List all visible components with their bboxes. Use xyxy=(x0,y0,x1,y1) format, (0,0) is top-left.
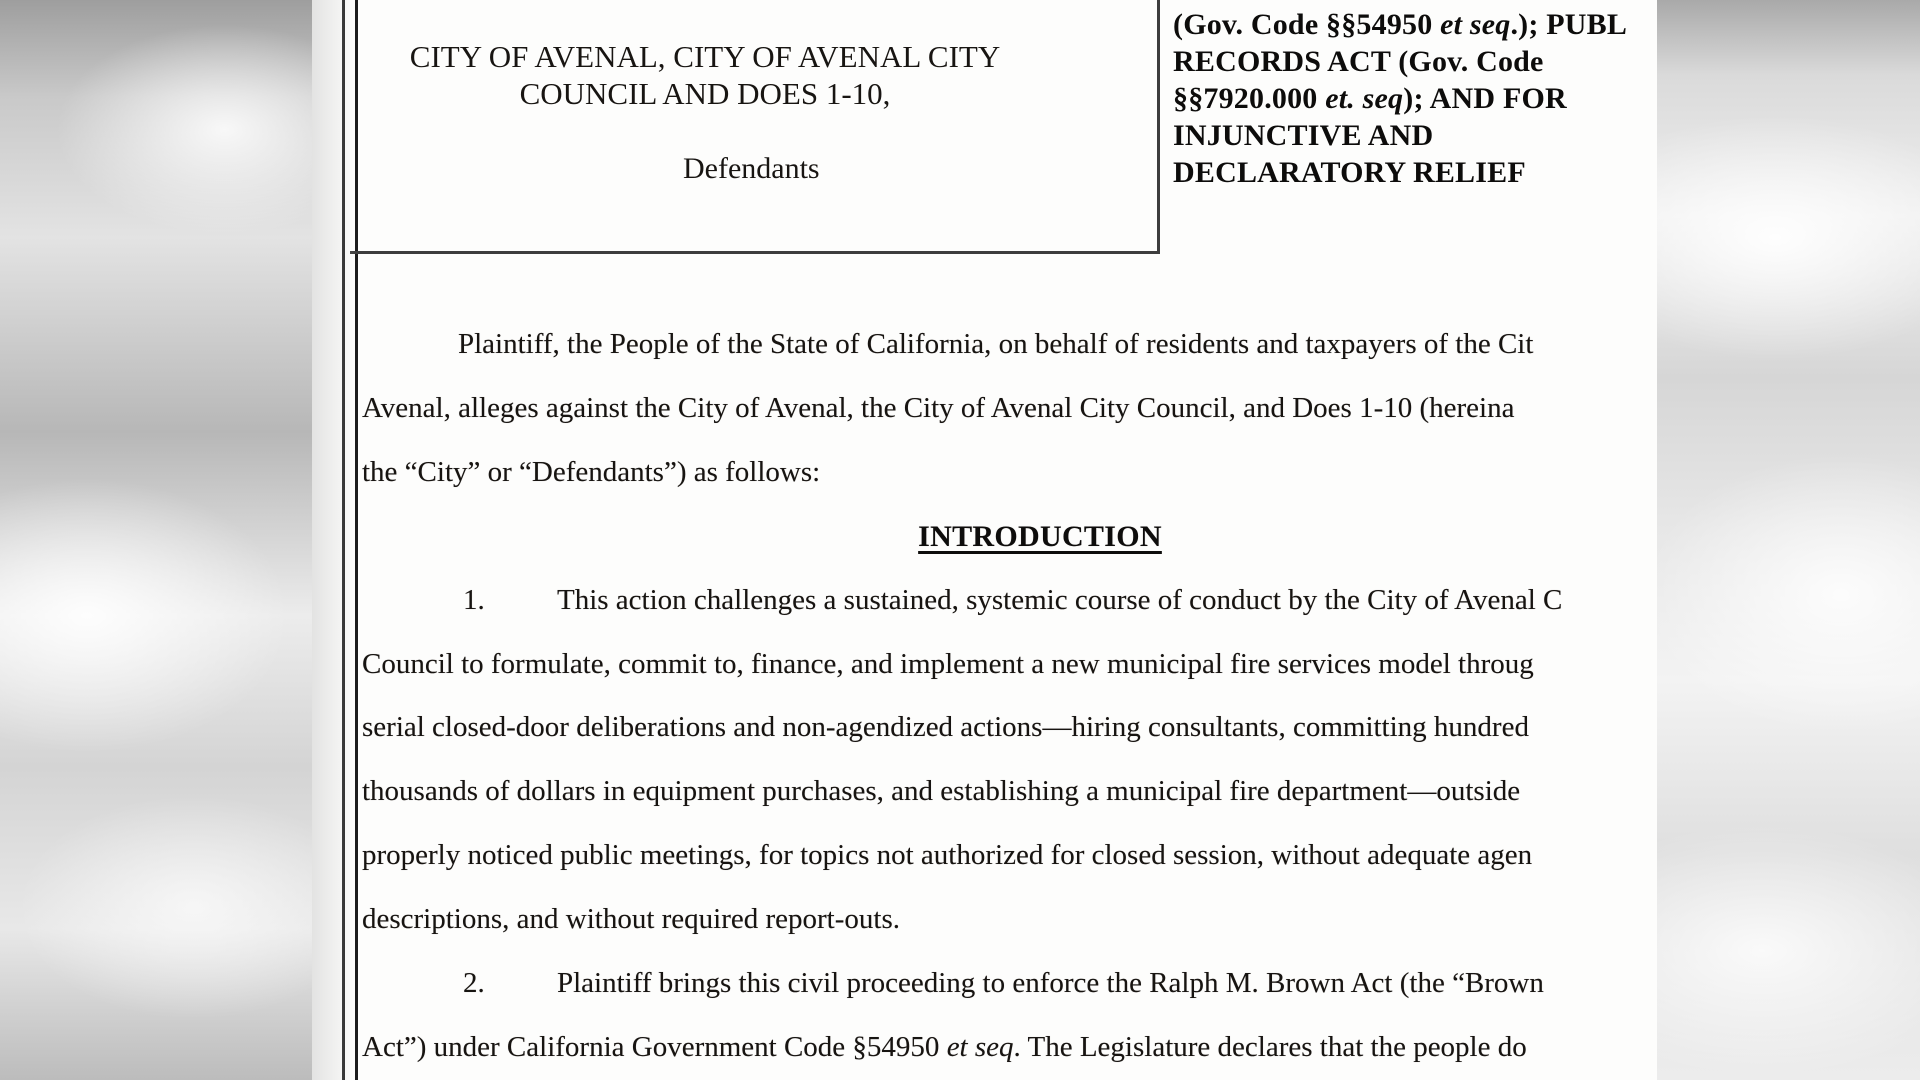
text-run: §§7920.000 xyxy=(1173,82,1326,115)
text-run: . The Legislature declares that the people do xyxy=(1013,1030,1527,1063)
text-run: Avenal, alleges against the City of Avenal, the City of Avenal City Council, and Does 1-10 (hereina xyxy=(362,391,1515,424)
text-run: .); PUBL xyxy=(1510,8,1628,41)
body-line xyxy=(362,967,1819,1000)
case-title-line xyxy=(1173,154,1733,191)
italic-citation-text: et seq xyxy=(946,1030,1014,1063)
body-line xyxy=(362,456,1718,489)
italic-citation-text: et seq xyxy=(1440,8,1511,41)
body-line xyxy=(362,1031,1718,1064)
blurred-pillarbox-right xyxy=(1657,0,1920,1080)
text-run: Plaintiff brings this civil proceeding to enforce the Ralph M. Brown Act (the “Brown xyxy=(557,967,1544,999)
body-line xyxy=(362,775,1718,808)
caption-party-line: CITY OF AVENAL, CITY OF AVENAL CITY xyxy=(409,39,1001,74)
text-run: the “City” or “Defendants”) as follows: xyxy=(362,455,821,488)
case-title-line xyxy=(1173,117,1733,154)
body-line xyxy=(362,903,1718,936)
text-run: INTRODUCTION xyxy=(918,519,1162,553)
case-title-line xyxy=(1173,43,1733,80)
caption-box-right-border xyxy=(1157,0,1160,254)
text-run: Council to formulate, commit to, finance, and implement a new municipal fire services model throug xyxy=(362,647,1534,680)
caption-party-names xyxy=(352,38,1058,112)
introduction-heading xyxy=(362,520,1718,554)
italic-citation-text: et. seq xyxy=(1325,82,1404,115)
caption-party-line: COUNCIL AND DOES 1-10, xyxy=(519,76,891,111)
body-line xyxy=(362,839,1718,872)
text-run: Act”) under California Government Code §54950 xyxy=(362,1030,947,1063)
body-line xyxy=(362,711,1718,744)
case-title-line xyxy=(1173,6,1733,43)
body-line xyxy=(362,648,1718,681)
blurred-pillarbox-left xyxy=(0,0,312,1080)
page-left-edge-fade xyxy=(312,0,356,1080)
body-line xyxy=(362,392,1718,425)
text-run: properly noticed public meetings, for topics not authorized for closed session, without adequate agen xyxy=(362,839,1533,872)
text-run: (Gov. Code §§54950 xyxy=(1173,8,1441,41)
caption-box-bottom-border xyxy=(350,251,1160,254)
case-title-column xyxy=(1173,6,1733,191)
text-run: Plaintiff, the People of the State of California, on behalf of residents and taxpayers of the Cit xyxy=(458,328,1534,360)
defendants-label: Defendants xyxy=(683,152,820,185)
text-run: descriptions, and without required report-outs. xyxy=(362,903,900,936)
text-run: RECORDS ACT (Gov. Code xyxy=(1173,45,1544,78)
text-run: ); AND FOR xyxy=(1403,82,1567,115)
paragraph-number: 2. xyxy=(463,967,485,999)
text-run: thousands of dollars in equipment purchases, and establishing a municipal fire department—outside xyxy=(362,775,1521,808)
text-run: This action challenges a sustained, systemic course of conduct by the City of Avenal C xyxy=(557,583,1563,616)
legal-document-page xyxy=(300,0,1657,1080)
text-run: DECLARATORY RELIEF xyxy=(1173,156,1526,189)
paragraph-number: 1. xyxy=(463,583,485,616)
text-run: serial closed-door deliberations and non-agendized actions—hiring consultants, committing hundred xyxy=(362,711,1529,744)
body-line xyxy=(362,584,1819,617)
body-line xyxy=(362,328,1814,361)
text-run: INJUNCTIVE AND xyxy=(1173,119,1434,152)
case-title-line xyxy=(1173,80,1733,117)
